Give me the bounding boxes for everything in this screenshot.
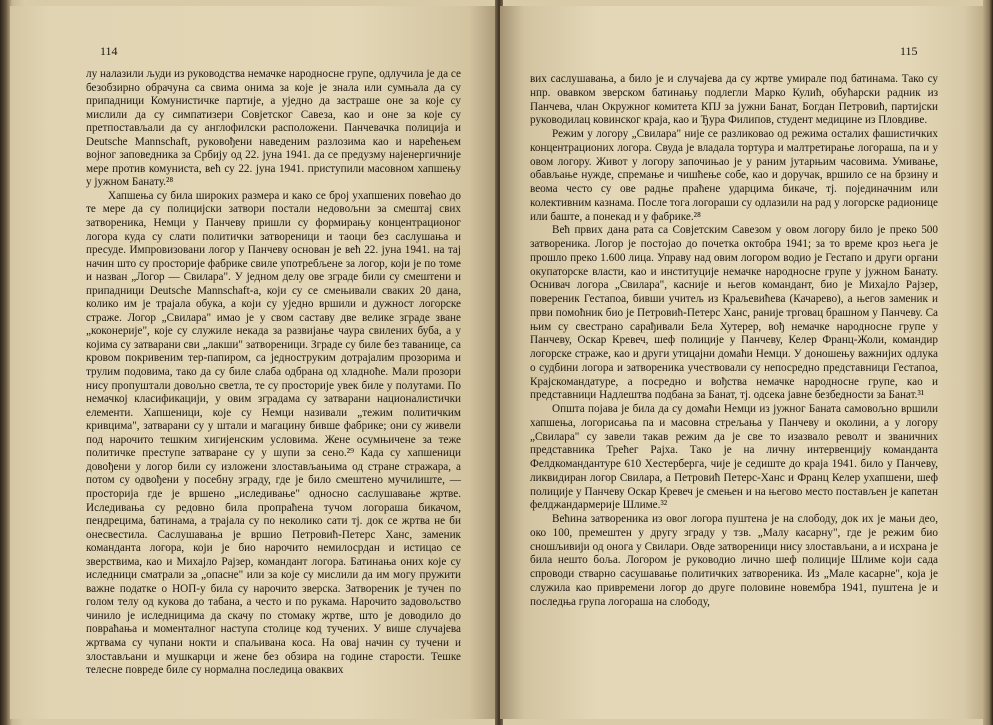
page-body bbox=[86, 68, 461, 678]
page-body bbox=[530, 73, 938, 609]
left-page bbox=[10, 6, 498, 719]
right-page bbox=[500, 6, 983, 719]
paragraph: вих саслушавања, а било је и случајева да су жртве умирале под батинама. Тако су нпр. овавком зверском батинању подлегли Марко Кулић, обућарски радник из Панчева, члан Окружног комитета КПЈ за јужни Банат, Богдан Петровић, партијски руководилац ковинског краја, као и Ђура Филипов, студент медицине из Пловдиве. bbox=[530, 73, 938, 127]
paragraph: лу налазили људи из руководства немачке народносне групе, одлучила је да се безобзирно обрачуна са свима онима за које је знала или сумњала да су припадници Комунистичке партије, а уједно да застраше оне за које су мислили да су симпатизери Совјетског Савеза, као и оне за које су претпостављали да су англофилски расположени. Панчевачка полиција и Deutsche Mannschaft, руковођени наведеним разлозима као и нарећењем војног заповедника за Србију од 22. јуна 1941. да се предузму најенергичније мере против комуниста, већ су 22. јуна 1941. приступили масовном хапшењу у јужном Банату.²⁸ bbox=[86, 68, 461, 189]
paragraph: Хапшења су била широких размера и како се број ухапшених повећао до те мере да су полицијски затвори постали недовољни за смештај свих затвореника, Немци у Панчеву пришли су формирању концентрационог логора куда су слати политички затвореници и таоци без саслушања и пресуде. Импровизовани логор у Панчеву основан је већ 22. јуна 1941. на тај начин што су просторије фабрике свиле употребљене за логор, који је по томе и назван „Логор — Свилара". У једном делу ове зграде били су смештени и припадници Deutsche Mannschaft-а, који су се смењивали свaких 20 дана, колико им је трајала обука, а који су уједно вршили и дужност логорске страже. Логор „Свилара" имао је у свом саставу две велике зграде зване „коконерије", које су служиле некада за развијање чаура свилених буба, а у којима су затварани сви „лакши" затвореници. Зграде су биле без таванице, са кровом покривеним тер-папиром, са једноструким дотрајалим прозорима и трулим подовима, тако да су биле слаба одбрана од хладноће. Мали прозори нису пропуштали довољно светла, те су просторије увек биле у полутами. По немачкој класификацији, у овим зградама су затварани националистички елементи. Хапшеници, које су Немци називали „тежим политичким кривцима", затварани су у штали и магацину бивше фабрике; они су живели под нарочито тешким хигијенским условима. Жене осумњичене за теже политичке преступе затваране су у шупи за сено.²⁹ Када су хапшеници довођени у логор били су изложени злостављањима од стране стражара, а потом су одвођени у посебну зграду, где је било смештено мучилиште, — просторија где је вршено „иследивање" односно саслушавање жртве. Иследивања су редовно била пропраћена тучом логораша бикачом, пендрецима, батинама, а трајала су по неколико сати тј. док се жртва не би онесвестила. Саслушавања је вршио Петровић-Петерс Ханс, заменик команданта логора, који је био нарочито немилосрдан и истицао се зверствима, као и Михајло Рајзер, комaндант логора. Батинања оних које су иследници сматрали за „опасне" или за које су мислили да им могу пружити важне податке о НОП-у била су нарочито зверска. Затвореник је тучен по голом телу од кукова до табана, а често и по рукама. Нарочито задовољство чинило је иследницима да скачу по стомаку жртве, што је доводило до повраћања и моменталног наступа столице код тучених. У више случајева жртвама су чупани нокти и спаљивана коса. На овај начин су тучени и злостављани и мушкарци и жене без обзира на године старости. Тешке телесне повреде биле су нормална последица оваквих bbox=[86, 189, 461, 677]
page-number: 115 bbox=[900, 44, 918, 58]
paragraph: Већина затвореника из овог логора пуштена је на слободу, док их је мањи део, око 100, премештен у другу зграду у тзв. „Малу касарну", где је режим био сношљивији од оногa у Свилари. Овде затвореници нису злостављани, а и исхрана је била нешто боља. Логором је руководио лично шеф полиције Шлиме кoји сада спроводи стварно сасушавање политичких затвореника. Из „Мале касарне", која је служила као привремени логор до друге половине новембра 1941, пуштена је и последња група логораша на слободу, bbox=[530, 513, 938, 608]
paragraph: Већ првих дана рата са Совјетским Савезом у овом логору било је преко 500 затвореника. Логор је постојао до почетка октобра 1941; за то време кроз њега је прошло преко 1.600 лица. Управу над овим логором водио је Гестапо и други органи окупаторске власти, као и институције немачке народносне групе у јужном Банату. Оснивач логора „Свилара", касније и његов командант, био је Михајло Рајзер, повереник Гестапоа, бивши учитељ из Краљевићева (Качарево), а његов заменик и први помоћник био је Петровић-Петерс Ханс, раније трговац брашном у Панчеву. Са њим су свестрано сарађивали Бела Хутерер, вођ немачке народносне групе у Панчеву, Оскар Кревеч, шеф полиције у Панчеву, Келер Франц-Жоли, командир логорске стражe, као и други утицајни домаћи Немци. У доношењу важнијих одлука о судбини логора и затвореника учествовали су непосредно представници Гестапоа, Крајскомандатуре, а посредно и вођства немачке народносне групе, као и представници Надлештва подбана за Банат, тј. одсека јавне безбедности за Банат.³¹ bbox=[530, 224, 938, 402]
page-edge bbox=[983, 0, 993, 725]
paragraph: Режим у логору „Свилара" није се разликовао од режима осталих фашистичких концентрационих логора. Свуда је владала тортура и малтретирање логораша, па и у овом логору. Живот у логору започињао је у раним јутарњим часовима. Умивање, обављање нужде, спремање и чишћење собе, као и доручак, вршило се на брзину и веома често су ове радње праћене ударцима бикаче, тј. појединачним или колективним казнама. После тога логораши су одлазили на рад у логорске радионице или баште, а понекад и у фабрике.²⁸ bbox=[530, 128, 938, 223]
paragraph: Општа појава је била да су домаћи Немци из јужног Баната самовољно вршили хапшења, логорисања па и масовна стрељања у Панчеву и околини, а у логору „Свилара" су завели такав режим да је све то изазвало револт и званичних представника Трећег Рајха. Тако је на личну интервенцију команданта Фелдкомандантуре 610 Хестерберга, чије је седиште до краја 1941. било у Панчеву, ликвидиран логор Свилара, а Петровић Петерс-Ханс и Франц Келер ухапшени, шеф полиције у Панчеву Оскар Кревеч је смењен и на његово место постављен је капетан фелджандармерије Шлиме.³² bbox=[530, 403, 938, 512]
page-number: 114 bbox=[100, 44, 118, 58]
